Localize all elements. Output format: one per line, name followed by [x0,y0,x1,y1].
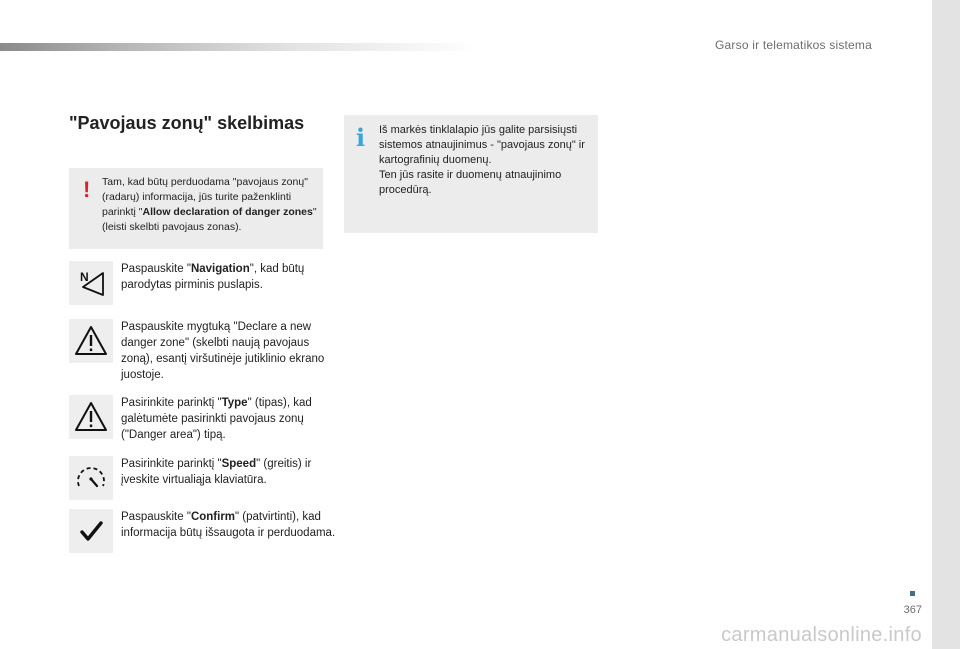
step-text: Pasirinkite parinktį "Type" (tipas), kad galėtumėte pasirinkti pavojaus zonų ("Danger area") tipą. [121,397,312,441]
watermark: carmanualsonline.info [721,624,922,646]
section-title: "Pavojaus zonų" skelbimas [69,113,305,133]
warning-box [69,168,323,249]
checkmark-icon [69,509,113,553]
page-marker [910,591,915,596]
info-text: Iš markės tinklalapio jūs galite parsisiųsti sistemos atnaujinimus - "pavojaus zonų" ir kartografinių duomenų. Ten jūs rasite ir duomenų atnaujinimo procedūrą. [379,124,585,196]
step-text: Paspauskite mygtuką "Declare a new danger zone" (skelbti naują pavojaus zoną), esantį viršutinėje jutiklinio ekrano juostoje. [121,321,325,381]
info-box [344,115,598,233]
navigation-icon [69,261,113,305]
warning-triangle-icon [69,319,113,363]
info-icon: i [356,123,366,152]
exclamation-icon: ! [83,177,91,202]
warning-text: Tam, kad būtų perduodama "pavojaus zonų" (radarų) informacija, jūs turite paženklinti parinktį "Allow declaration of danger zones" (leisti skelbti pavojaus zonas). [102,176,317,233]
speedometer-icon [69,456,113,500]
step-text: Pasirinkite parinktį "Speed" (greitis) ir įveskite virtualiąja klaviatūra. [121,458,312,486]
page-number: 367 [903,604,922,616]
step-text: Paspauskite "Navigation", kad būtų parodytas pirminis puslapis. [121,263,305,291]
chapter-title: Garso ir telematikos sistema [715,38,872,52]
page-side-strip [932,0,960,649]
navigation-letter: N [80,270,89,284]
header-gradient-bar [0,43,480,51]
warning-triangle-icon [69,395,113,439]
step-text: Paspauskite "Confirm" (patvirtinti), kad informacija būtų išsaugota ir perduodama. [121,511,336,539]
